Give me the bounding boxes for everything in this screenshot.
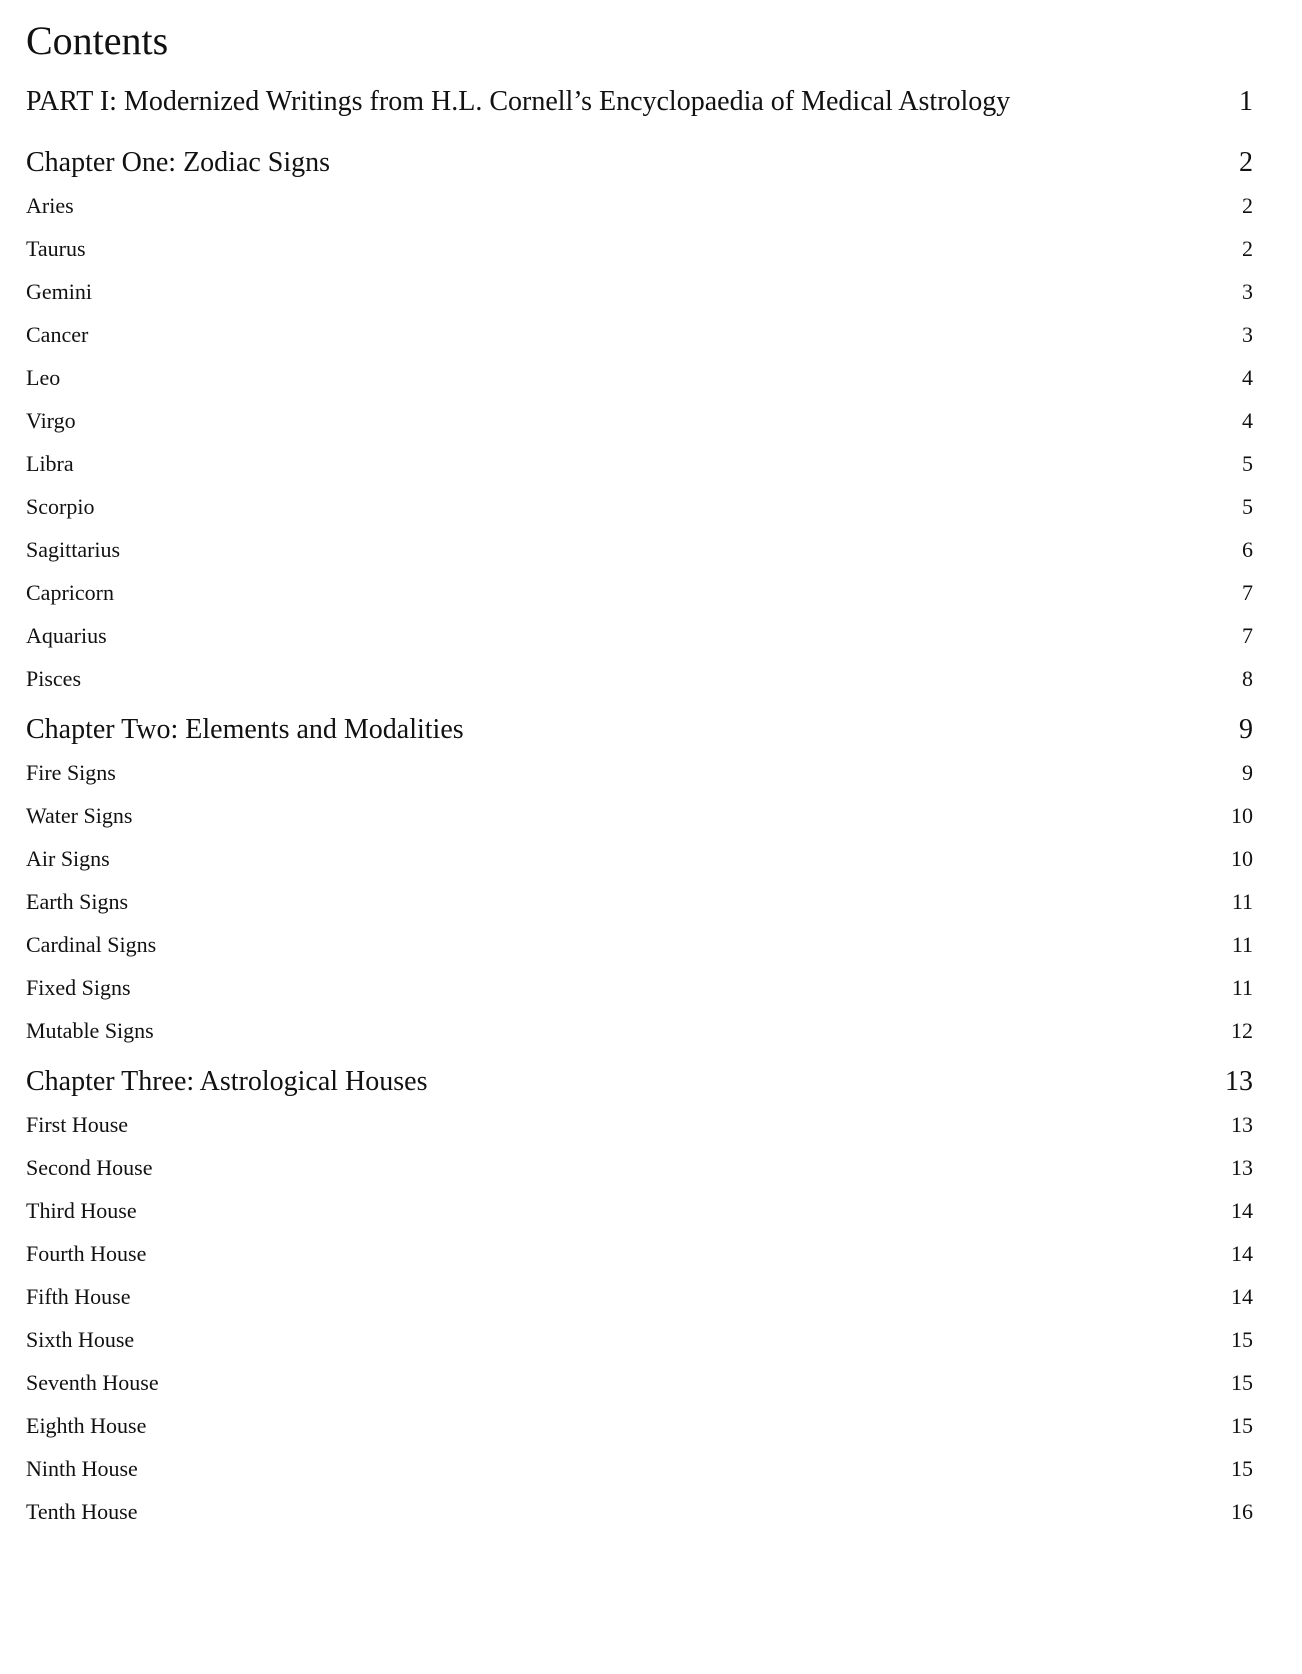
toc-entry-page: 10 [1231,803,1253,828]
toc-entry[interactable] [26,406,1253,436]
toc-entry-page: 5 [1242,494,1253,519]
toc-entry[interactable] [26,277,1253,307]
toc-list [26,143,1253,1527]
toc-entry-label: Eighth House [26,1413,147,1438]
toc-entry-label: Third House [26,1198,137,1223]
toc-entry-label: Second House [26,1155,153,1180]
toc-chapter-label: Chapter Three: Astrological Houses [26,1066,428,1097]
toc-entry-page: 5 [1242,451,1253,476]
toc-entry-page: 11 [1231,975,1253,1000]
toc-entry-label: Taurus [26,236,86,261]
toc-entry[interactable] [26,1325,1253,1355]
toc-entry-page: 13 [1231,1155,1253,1180]
toc-chapter-entry[interactable] [26,1062,1253,1102]
toc-chapter-page: 13 [1225,1066,1253,1097]
toc-entry-page: 15 [1231,1327,1253,1352]
toc-entry-page: 12 [1231,1018,1253,1043]
toc-entry-page: 14 [1231,1284,1253,1309]
toc-entry[interactable] [26,578,1253,608]
toc-entry-page: 7 [1242,580,1253,605]
toc-entry-page: 8 [1242,666,1253,691]
toc-entry[interactable] [26,1368,1253,1398]
toc-entry-label: Libra [26,451,74,476]
toc-entry[interactable] [26,664,1253,694]
toc-entry[interactable] [26,758,1253,788]
toc-entry[interactable] [26,887,1253,917]
toc-entry[interactable] [26,1282,1253,1312]
toc-entry[interactable] [26,1239,1253,1269]
toc-entry[interactable] [26,1110,1253,1140]
toc-chapter-page: 9 [1239,714,1253,745]
toc-entry-page: 6 [1242,537,1253,562]
toc-entry[interactable] [26,492,1253,522]
toc-entry[interactable] [26,1454,1253,1484]
toc-chapter-label: Chapter One: Zodiac Signs [26,147,331,178]
toc-entry-label: Sixth House [26,1327,135,1352]
toc-entry-page: 4 [1242,408,1253,433]
toc-entry-page: 15 [1231,1413,1253,1438]
toc-part-page: 1 [1239,86,1253,117]
toc-entry-label: Mutable Signs [26,1018,154,1043]
toc-entry-page: 11 [1231,932,1253,957]
toc-entry-label: Cancer [26,322,89,347]
toc-entry-page: 14 [1231,1241,1253,1266]
toc-entry[interactable] [26,363,1253,393]
toc-entry-page: 15 [1231,1370,1253,1395]
toc-entry[interactable] [26,1196,1253,1226]
toc-entry-label: First House [26,1112,129,1137]
toc-entry-page: 13 [1231,1112,1253,1137]
toc-entry-label: Water Signs [26,803,133,828]
toc-entry-label: Aquarius [26,623,107,648]
toc-entry[interactable] [26,1016,1253,1046]
toc-entry-label: Pisces [26,666,81,691]
toc-entry[interactable] [26,234,1253,264]
toc-chapter-entry[interactable] [26,710,1253,750]
toc-entry-page: 3 [1242,279,1253,304]
toc-entry[interactable] [26,1153,1253,1183]
toc-entry[interactable] [26,973,1253,1003]
toc-entry-label: Aries [26,193,74,218]
toc-entry[interactable] [26,320,1253,350]
toc-part-entry[interactable] [26,82,1253,122]
toc-entry[interactable] [26,191,1253,221]
toc-entry-page: 3 [1242,322,1253,347]
toc-entry-label: Capricorn [26,580,114,605]
toc-entry[interactable] [26,1411,1253,1441]
toc-entry-label: Fixed Signs [26,975,131,1000]
toc-entry-page: 4 [1242,365,1253,390]
toc-entry-label: Virgo [26,408,76,433]
toc-entry-label: Fourth House [26,1241,147,1266]
toc-entry-page: 15 [1231,1456,1253,1481]
toc-entry-label: Fifth House [26,1284,131,1309]
toc-entry-page: 2 [1242,236,1253,261]
toc-entry[interactable] [26,621,1253,651]
toc-part-label: PART I: Modernized Writings from H.L. Cornell’s Encyclopaedia of Medical Astrology [26,86,1011,117]
toc-entry-label: Air Signs [26,846,110,871]
toc-entry-page: 16 [1231,1499,1253,1524]
page-title: Contents [26,18,169,63]
toc-entry-label: Sagittarius [26,537,121,562]
toc-entry-label: Scorpio [26,494,95,519]
toc-entry[interactable] [26,801,1253,831]
toc-entry-label: Seventh House [26,1370,159,1395]
toc-entry-label: Fire Signs [26,760,116,785]
toc-chapter-page: 2 [1239,147,1253,178]
toc-entry-page: 7 [1242,623,1253,648]
toc-entry-label: Tenth House [26,1499,138,1524]
toc-entry[interactable] [26,844,1253,874]
toc-entry-page: 11 [1231,889,1253,914]
toc-chapter-label: Chapter Two: Elements and Modalities [26,714,464,745]
toc-chapter-entry[interactable] [26,143,1253,183]
toc-entry-label: Ninth House [26,1456,138,1481]
toc-entry[interactable] [26,1497,1253,1527]
toc-entry-page: 10 [1231,846,1253,871]
toc-entry-label: Leo [26,365,61,390]
toc-entry-label: Gemini [26,279,92,304]
toc-entry-page: 14 [1231,1198,1253,1223]
toc-entry-label: Earth Signs [26,889,129,914]
toc-entry[interactable] [26,535,1253,565]
toc-entry-page: 9 [1242,760,1253,785]
toc-entry[interactable] [26,449,1253,479]
toc-entry-page: 2 [1242,193,1253,218]
toc-entry[interactable] [26,930,1253,960]
toc-entry-label: Cardinal Signs [26,932,157,957]
